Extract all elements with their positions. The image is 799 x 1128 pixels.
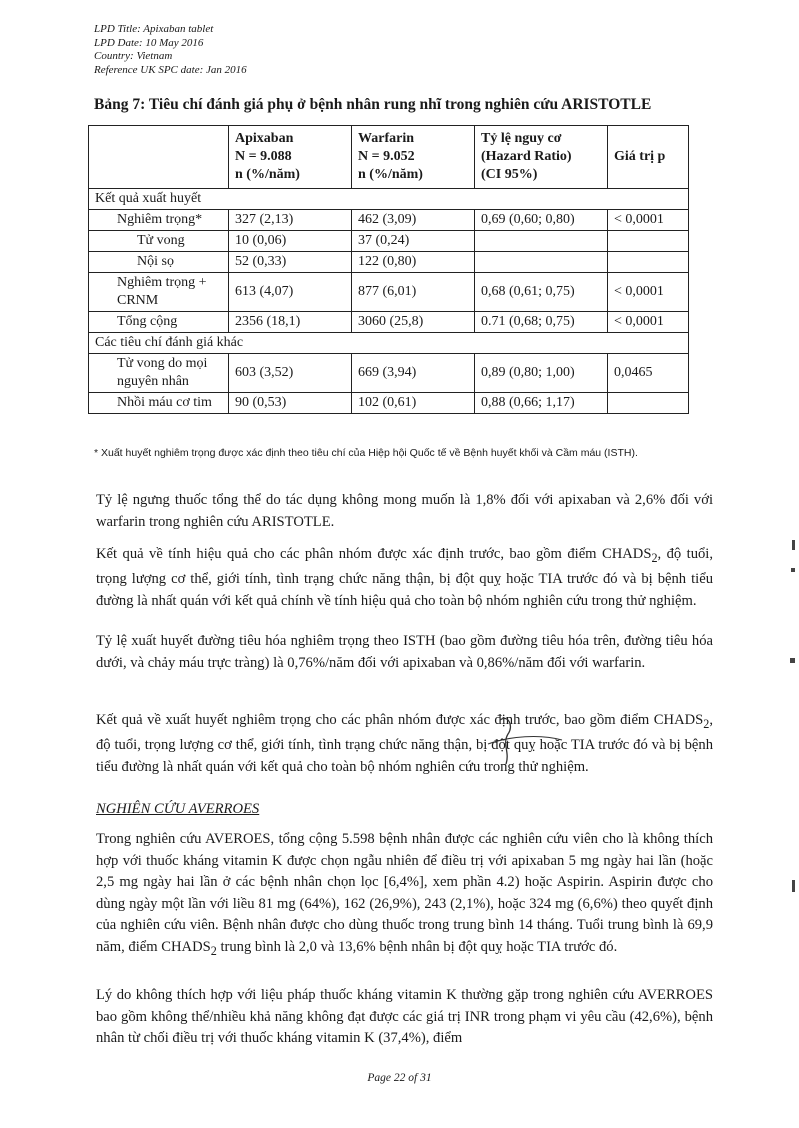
apixaban-value: 327 (2,13) — [229, 210, 352, 231]
section-heading-averroes: NGHIÊN CỨU AVERROES — [96, 801, 260, 817]
section-other-label: Các tiêu chí đánh giá khác — [89, 333, 689, 354]
header-p-value: Giá trị p — [608, 126, 689, 189]
p-value: < 0,0001 — [608, 312, 689, 333]
apixaban-value: 2356 (18,1) — [229, 312, 352, 333]
header-date: LPD Date: 10 May 2016 — [94, 36, 204, 49]
warfarin-value: 3060 (25,8) — [352, 312, 475, 333]
warfarin-value: 877 (6,01) — [352, 273, 475, 312]
p-value: < 0,0001 — [608, 210, 689, 231]
section-row — [89, 189, 689, 210]
hazard-ratio-value: 0,69 (0,60; 0,80) — [475, 210, 608, 231]
header-warfarin: Warfarin N = 9.052 n (%/năm) — [352, 126, 475, 189]
paragraph-discontinuation: Tỷ lệ ngưng thuốc tổng thể do tác dụng không mong muốn là 1,8% đối với apixaban và 2,6% đối với warfarin trong nghiên cứu ARISTOTLE. — [96, 492, 713, 530]
handwritten-annotation — [480, 712, 570, 772]
row-label: Nhồi máu cơ tim — [89, 393, 229, 414]
warfarin-value: 102 (0,61) — [352, 393, 475, 414]
table-title: Bảng 7: Tiêu chí đánh giá phụ ở bệnh nhân rung nhĩ trong nghiên cứu ARISTOTLE — [94, 96, 652, 113]
hazard-ratio-value: 0,88 (0,66; 1,17) — [475, 393, 608, 414]
table-row — [89, 252, 689, 273]
apixaban-value: 10 (0,06) — [229, 231, 352, 252]
paragraph-gi-bleeding: Tỷ lệ xuất huyết đường tiêu hóa nghiêm trọng theo ISTH (bao gồm đường tiêu hóa trên, đường tiêu hóa dưới, và chảy máu trực tràng) là 0,76%/năm đối với apixaban và 0,86%/năm đối với warfarin. — [96, 633, 713, 671]
warfarin-value: 462 (3,09) — [352, 210, 475, 231]
scan-mark — [792, 540, 795, 550]
apixaban-value: 52 (0,33) — [229, 252, 352, 273]
p-value — [608, 393, 689, 414]
hazard-ratio-value: 0.71 (0,68; 0,75) — [475, 312, 608, 333]
p-value: < 0,0001 — [608, 273, 689, 312]
paragraph-bleeding-subgroups: Kết quả về xuất huyết nghiêm trọng cho các phân nhóm được xác định trước, bao gồm điểm $CHADS_2$, độ tuổi, trọng lượng cơ thể, giới tính, tình trạng chức năng thận, bị đột quỵ hoặc TIA trước đó và bị bệnh tiểu đường là nhất quán với kết quả cho toàn bộ nhóm nghiên cứu trong thử nghiệm. — [96, 712, 713, 775]
table-footnote: * Xuất huyết nghiêm trọng được xác định theo tiêu chí của Hiệp hội Quốc tế về Bệnh huyết khối và Cầm máu (ISTH). — [94, 447, 638, 459]
hazard-ratio-value: 0,68 (0,61; 0,75) — [475, 273, 608, 312]
table-header-row — [89, 126, 689, 189]
apixaban-value: 603 (3,52) — [229, 354, 352, 393]
header-empty-cell — [89, 126, 229, 189]
header-title: LPD Title: Apixaban tablet — [94, 23, 214, 35]
hazard-ratio-value: 0,89 (0,80; 1,00) — [475, 354, 608, 393]
row-label: Nội sọ — [89, 252, 229, 273]
row-label: Nghiêm trọng + CRNM — [89, 273, 229, 312]
header-country: Country: Vietnam — [94, 50, 173, 62]
warfarin-value: 669 (3,94) — [352, 354, 475, 393]
table-row — [89, 312, 689, 333]
row-label: Tử vong — [89, 231, 229, 252]
table-row — [89, 210, 689, 231]
paragraph-averroes-reasons: Lý do không thích hợp với liệu pháp thuốc kháng vitamin K thường gặp trong nghiên cứu AVERROES bao gồm không thể/nhiều khả năng không đạt được các giá trị INR trong phạm vi yêu cầu (42,6%), bệnh nhân từ chối điều trị với thuốc kháng vitamin K (37,4%), điểm — [96, 987, 713, 1046]
row-label: Tổng cộng — [89, 312, 229, 333]
document-header — [94, 23, 247, 77]
row-label: Nghiêm trọng* — [89, 210, 229, 231]
table-row — [89, 231, 689, 252]
scan-mark — [790, 658, 795, 663]
p-value — [608, 252, 689, 273]
header-hazard-ratio: Tỷ lệ nguy cơ (Hazard Ratio) (CI 95%) — [475, 126, 608, 189]
header-reference: Reference UK SPC date: Jan 2016 — [94, 63, 247, 76]
section-row — [89, 333, 689, 354]
apixaban-value: 613 (4,07) — [229, 273, 352, 312]
table-row — [89, 354, 689, 393]
hazard-ratio-value — [475, 252, 608, 273]
warfarin-value: 37 (0,24) — [352, 231, 475, 252]
warfarin-value: 122 (0,80) — [352, 252, 475, 273]
table-row — [89, 393, 689, 414]
scan-mark — [791, 568, 795, 572]
apixaban-value: 90 (0,53) — [229, 393, 352, 414]
table-row — [89, 273, 689, 312]
scan-mark — [792, 880, 795, 892]
row-label: Tử vong do mọi nguyên nhân — [89, 354, 229, 393]
page-number: Page 22 of 31 — [367, 1072, 432, 1084]
hazard-ratio-value — [475, 231, 608, 252]
paragraph-efficacy-subgroups: Kết quả về tính hiệu quả cho các phân nhóm được xác định trước, bao gồm điểm $CHADS_2$, độ tuổi, trọng lượng cơ thể, giới tính, tình trạng chức năng thận, bị đột quỵ hoặc TIA trước đó và bị bệnh tiểu đường là nhất quán với kết quả chính về tính hiệu quả cho toàn bộ nhóm nghiên cứu trong thử nghiệm. — [96, 546, 713, 609]
header-apixaban: Apixaban N = 9.088 n (%/năm) — [229, 126, 352, 189]
results-table — [88, 125, 689, 414]
section-bleeding-label: Kết quả xuất huyết — [89, 189, 689, 210]
paragraph-averroes-design: Trong nghiên cứu AVEROES, tổng cộng 5.598 bệnh nhân được các nghiên cứu viên cho là không thích hợp với thuốc kháng vitamin K được chọn ngẫu nhiên để điều trị với apixaban 5 mg ngày hai lần (hoặc 2,5 mg ngày hai lần ở các bệnh nhân chọn lọc [6,4%], xem phần 4.2) hoặc Aspirin. Aspirin được cho dùng ngày một lần với liều 81 mg (64%), 162 (26,9%), 243 (2,1%), hoặc 324 mg (6,6%) theo quyết định của nghiên cứu viên. Bệnh nhân được cho dùng thuốc trong trung bình 14 tháng. Tuổi trung bình là 69,9 năm, điểm $CHADS_2$ trung bình là 2,0 và 13,6% bệnh nhân bị đột quỵ hoặc TIA trước đó. — [96, 831, 713, 958]
p-value: 0,0465 — [608, 354, 689, 393]
p-value — [608, 231, 689, 252]
